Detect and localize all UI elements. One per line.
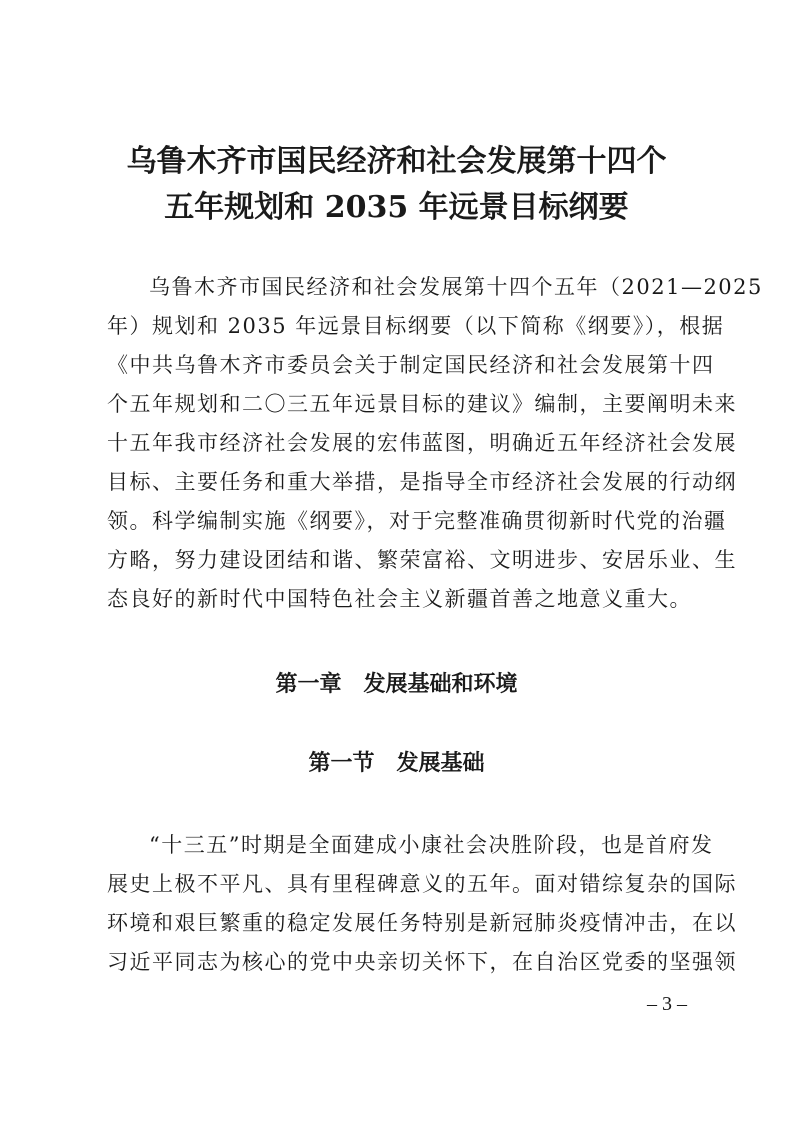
intro-line: 目标、主要任务和重大举措，是指导全市经济社会发展的行动纲	[107, 470, 737, 494]
body-paragraph	[107, 826, 737, 982]
section-heading: 第一节 发展基础	[308, 750, 485, 776]
intro-paragraph	[107, 268, 763, 619]
body-line: 习近平同志为核心的党中央亲切关怀下，在自治区党委的坚强领	[107, 950, 737, 974]
intro-line: 态良好的新时代中国特色社会主义新疆首善之地意义重大。	[107, 587, 692, 611]
document-title-line-1: 乌鲁木齐市国民经济和社会发展第十四个	[126, 144, 667, 179]
intro-line: 《中共乌鲁木齐市委员会关于制定国民经济和社会发展第十四	[107, 353, 715, 377]
intro-line: 领。科学编制实施《纲要》，对于完整准确贯彻新时代党的治疆	[107, 509, 727, 533]
intro-line: 方略，努力建设团结和谐、繁荣富裕、文明进步、安居乐业、生	[107, 548, 737, 572]
page-number: – 3 –	[647, 993, 687, 1015]
body-line: “十三五”时期是全面建成小康社会决胜阶段，也是首府发	[149, 833, 714, 857]
body-line: 环境和艰巨繁重的稳定发展任务特别是新冠肺炎疫情冲击，在以	[107, 911, 737, 935]
intro-line: 十五年我市经济社会发展的宏伟蓝图，明确近五年经济社会发展	[107, 431, 737, 455]
intro-line: 个五年规划和二〇三五年远景目标的建议》编制，主要阐明未来	[107, 392, 737, 416]
intro-line: 年）规划和 2035 年远景目标纲要（以下简称《纲要》），根据	[107, 314, 725, 338]
document-title-line-2: 五年规划和 2035 年远景目标纲要	[164, 190, 629, 225]
body-line: 展史上极不平凡、具有里程碑意义的五年。面对错综复杂的国际	[107, 872, 737, 896]
intro-line: 乌鲁木齐市国民经济和社会发展第十四个五年（2021—2025	[149, 275, 763, 299]
chapter-heading: 第一章 发展基础和环境	[275, 671, 518, 697]
